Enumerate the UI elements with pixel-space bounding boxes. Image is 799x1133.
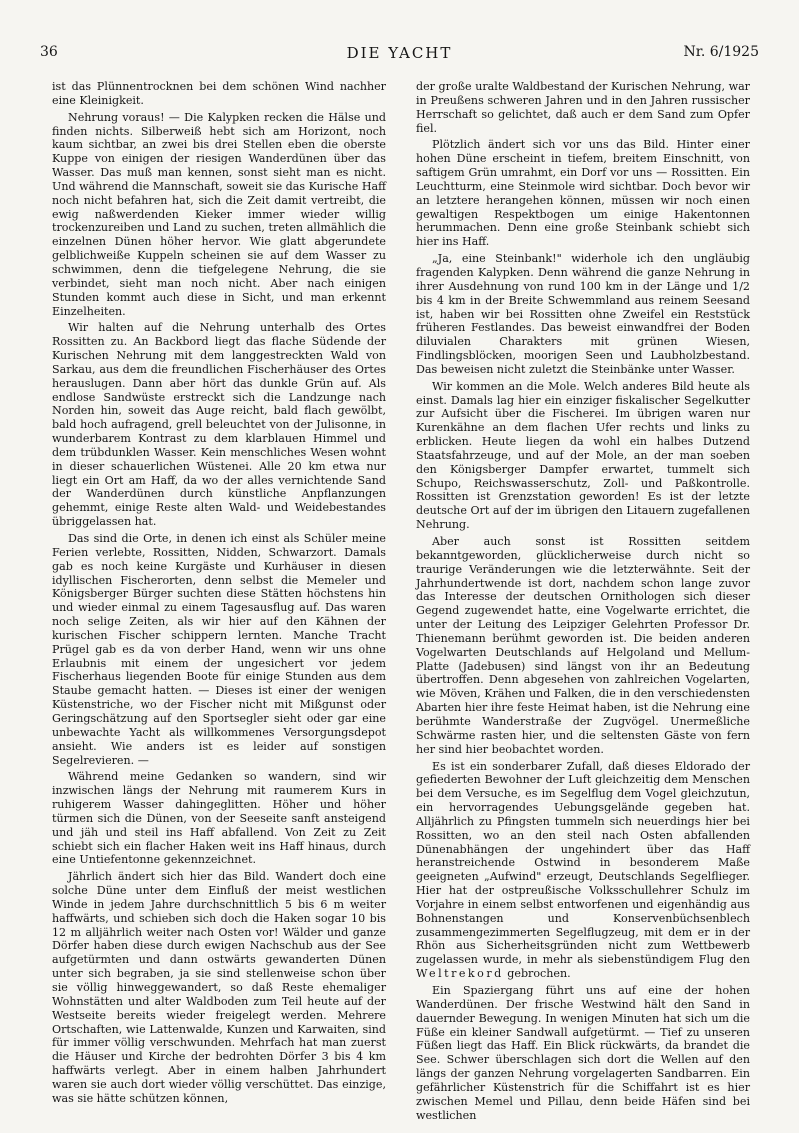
page-number: 36 [40, 44, 58, 60]
paragraph: „Ja, eine Steinbank!" widerhole ich den ungläubig fragenden Kalypken. Denn während die ganze Nehrung in ihrer Ausdehnung von rund 100 km in der Länge und 1/2 bis 4 km in der Breite Schwemmland aus reinem Seesand ist, haben wir bei Rossitten ohne Zweifel ein Reststück früheren Festlandes. Das beweist einwandfrei der Boden diluvialen Charakters mit grünen Wiesen, Findlingsblöcken, moorigen Seen und Laubholzbestand. Das beweisen nicht zuletzt die Steinbänke unter Wasser. [416, 252, 750, 376]
paragraph: ist das Plünnentrocknen bei dem schönen Wind nachher eine Kleinigkeit. [52, 80, 386, 107]
paragraph: Ein Spaziergang führt uns auf eine der hohen Wanderdünen. Der frische Westwind hält den Sand in dauernder Bewegung. In wenigen Minuten hat sich um die Füße ein kleiner Sandwall aufgetürmt. — Tief zu unseren Füßen liegt das Haff. Ein Blick rückwärts, da brandet die See. Schwer überschlagen sich dort die Wellen auf den längs der ganzen Nehrung vorgelagerten Sandbarren. Ein gefährlicher Küstenstrich für die Schiffahrt ist es hier zwischen Memel und Pillau, denn beide Häfen sind bei westlichen [416, 984, 750, 1122]
paragraph: Jährlich ändert sich hier das Bild. Wandert doch eine solche Düne unter dem Einfluß der meist westlichen Winde in jedem Jahre durchschnittlich 5 bis 6 m weiter haffwärts, und schieben sich doch die Haken sogar 10 bis 12 m alljährlich weiter nach Osten vor! Wälder und ganze Dörfer haben diese durch ewigen Nachschub aus der See aufgetürmten und dann ostwärts gewanderten Dünen unter sich begraben, ja sie sind stellenweise schon über sie völlig hinweggewandert, so daß Reste ehemaliger Wohnstätten und alter Waldboden zum Teil heute auf der Westseite bereits wieder freigelegt werden. Mehrere Ortschaften, wie Lattenwalde, Kunzen und Karwaiten, sind für immer völlig verschwunden. Mehrfach hat man zuerst die Häuser und Kirche der bedrohten Dörfer 3 bis 4 km haffwärts verlegt. Aber in einem halben Jahrhundert waren sie auch dort wieder völlig verschüttet. Das einzige, was sie hätte schützen können, [52, 870, 386, 1105]
article-body [52, 80, 750, 1122]
paragraph-text: Es ist ein sonderbarer Zufall, daß dieses Eldorado der gefiederten Bewohner der Luft gleichzeitig dem Menschen bei dem Versuche, es im Segelflug dem Vogel gleichzutun, ein hervorragendes Uebungsgelände gegeben hat. Alljährlich zu Pfingsten tummeln sich neuerdings hier bei Rossitten, wo an den steil nach Osten abfallenden Dünenabhängen der ungehindert über das Haff heranstreichende Ostwind in besonderem Maße geeigneten „Aufwind" erzeugt, Deutschlands Segelflieger. Hier hat der ostpreußische Volksschullehrer Schulz im Vorjahre in einem selbst entworfenen und eigenhändig aus Bohnenstangen und Konservenbüchsenblech zusammengezimmerten Segelflugzeug, mit dem er in der Rhön aus Sicherheitsgründen nicht zum Wettbewerb zugelassen wurde, in mehr als siebenstündigem Flug den [416, 759, 750, 967]
left-column [52, 80, 386, 1110]
paragraph [416, 760, 750, 982]
paragraph: Nehrung voraus! — Die Kalypken recken die Hälse und finden nichts. Silberweiß hebt sich am Horizont, noch kaum sichtbar, an zwei bis drei Stellen eben die oberste Kuppe von einigen der riesigen Wanderdünen über das Wasser. Das muß man kennen, sonst sieht man es nicht. Und während die Mannschaft, soweit sie das Kurische Haff noch nicht befahren hat, sich die Zeit damit vertreibt, die ewig naßwerdenden Kieker immer wieder willig trockenzureiben und Land zu suchen, treten allmählich die einzelnen Dünen höher hervor. Wie glatt abgerundete gelblichweiße Kuppeln scheinen sie auf dem Wasser zu schwimmen, denn die tiefgelegene Nehrung, die sie verbindet, sieht man noch nicht. Aber nach einigen Stunden kommt auch diese in Sicht, und man erkennt Einzelheiten. [52, 110, 386, 318]
paragraph: Wir halten auf die Nehrung unterhalb des Ortes Rossitten zu. An Backbord liegt das flache Südende der Kurischen Nehrung mit dem langgestreckten Wald von Sarkau, aus dem die freundlichen Fischerhäuser des Ortes herauslugen. Dann aber hört das dunkle Grün auf. Als endlose Sandwüste erstreckt sich die Landzunge nach Norden hin, soweit das Auge reicht, bald flach gewölbt, bald hoch aufragend, grell beleuchtet von der Julisonne, in wunderbarem Kontrast zu dem klarblauen Himmel und dem trübdunklen Wasser. Kein menschliches Wesen wohnt in dieser schauerlichen Wüstenei. Alle 20 km etwa nur liegt ein Ort am Haff, da wo der alles vernichtende Sand der Wanderdünen durch künstliche Anpflanzungen gehemmt, einige Reste alten Wald- und Weidebestandes übriggelassen hat. [52, 321, 386, 529]
page-header [40, 44, 759, 66]
journal-title: DIE YACHT [346, 44, 453, 62]
paragraph: Aber auch sonst ist Rossitten seitdem bekanntgeworden, glücklicherweise durch nicht so traurige Veränderungen wie die letzterwähnte. Seit der Jahrhundertwende ist dort, nachdem schon lange zuvor das Interesse der deutschen Ornithologen sich dieser Gegend zugewendet hatte, eine Vogelwarte errichtet, die unter der Leitung des Leipziger Gelehrten Professor Dr. Thienemann berühmt geworden ist. Die beiden anderen Vogelwarten Deutschlands auf Helgoland und Mellum-Platte (Jadebusen) sind längst von ihr an Bedeutung übertroffen. Denn abgesehen von zahlreichen Vogelarten, wie Möven, Krähen und Falken, die in den verschiedensten Abarten hier ihre feste Heimat haben, ist die Nehrung eine berühmte Wanderstraße der Zugvögel. Unermeßliche Schwärme rasten hier, und die seltensten Gäste von fern her sind hier beobachtet worden. [416, 535, 750, 756]
paragraph: Das sind die Orte, in denen ich einst als Schüler meine Ferien verlebte, Rossitten, Nidden, Schwarzort. Damals gab es noch keine Kurgäste und Kurhäuser in diesen idyllischen Fischerorten, denn selbst die Memeler und Königsberger Bürger suchten diese Stätten höchstens hin und wieder einmal zu einem Tagesausflug auf. Das waren noch selige Zeiten, als wir hier auf den Kähnen der kurischen Fischer schippern lernten. Manche Tracht Prügel gab es da von derber Hand, wenn wir uns ohne Erlaubnis mit einem der ungesichert vor jedem Fischerhaus liegenden Boote für einige Stunden aus dem Staube gemacht hatten. — Dieses ist einer der wenigen Küstenstriche, wo der Fischer nicht mit Mißgunst oder Geringschätzung auf den Sportsegler sieht oder gar eine unbewachte Yacht als willkommenes Versorgungsdepot ansieht. Wie anders ist es leider auf sonstigen Segelrevieren. — [52, 532, 386, 767]
paragraph: Wir kommen an die Mole. Welch anderes Bild heute als einst. Damals lag hier ein einziger fiskalischer Segelkutter zur Aufsicht über die Fischerei. Im übrigen waren nur Kurenkähne an dem flachen Ufer rechts und links zu erblicken. Heute liegen da wohl ein halbes Dutzend Staatsfahrzeuge, und auf der Mole, an der man soeben den Königsberger Dampfer erwartet, tummelt sich Schupo, Reichswasserschutz, Zoll- und Paßkontrolle. Rossitten ist Grenzstation geworden! Es ist der letzte deutsche Ort auf der im übrigen den Litauern zugefallenen Nehrung. [416, 379, 750, 532]
paragraph-text: gebrochen. [507, 967, 571, 981]
paragraph: Plötzlich ändert sich vor uns das Bild. Hinter einer hohen Düne erscheint in tiefem, breitem Einschnitt, von saftigem Grün umrahmt, ein Dorf vor uns — Rossitten. Ein Leuchtturm, eine Steinmole wird sichtbar. Doch bevor wir an letztere herangehen können, müssen wir noch einen gewaltigen Respektbogen um einige Hakentonnen herummachen. Denn eine große Steinbank schiebt sich hier ins Haff. [416, 138, 750, 249]
paragraph: Während meine Gedanken so wandern, sind wir inzwischen längs der Nehrung mit raumerem Kurs in ruhigerem Wasser dahingeglitten. Höher und höher türmen sich die Dünen, von der Seeseite sanft ansteigend und jäh und steil ins Haff abfallend. Von Zeit zu Zeit schiebt sich ein flacher Haken weit ins Haff hinaus, durch eine Untiefentonne gekennzeichnet. [52, 770, 386, 867]
paragraph: der große uralte Waldbestand der Kurischen Nehrung, war in Preußens schweren Jahren und in den Jahren russischer Herrschaft so gelichtet, daß auch er dem Sand zum Opfer fiel. [416, 80, 750, 135]
right-column [416, 80, 750, 1122]
issue-number: Nr. 6/1925 [683, 44, 759, 60]
emphasized-word: Weltrekord [416, 967, 504, 981]
